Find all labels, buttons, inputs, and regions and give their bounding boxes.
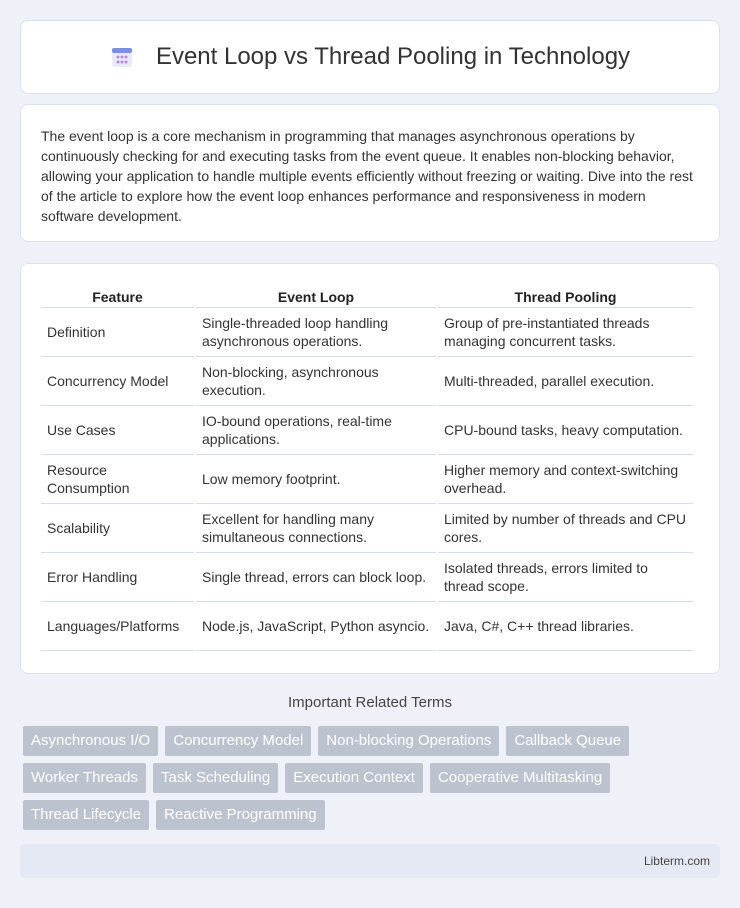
feature-cell: Error Handling	[41, 553, 194, 602]
feature-cell: Languages/Platforms	[41, 602, 194, 651]
event-loop-cell: Node.js, JavaScript, Python asyncio.	[196, 602, 436, 651]
related-term-tag[interactable]: Concurrency Model	[165, 726, 311, 756]
feature-cell: Use Cases	[41, 406, 194, 455]
thread-pooling-cell: Isolated threads, errors limited to thread scope.	[438, 553, 693, 602]
thread-pooling-cell: Multi-threaded, parallel execution.	[438, 357, 693, 406]
table-row	[41, 406, 693, 455]
header-feature: Feature	[41, 286, 194, 308]
event-loop-cell: Non-blocking, asynchronous execution.	[196, 357, 436, 406]
related-term-tag[interactable]: Reactive Programming	[156, 800, 325, 830]
related-terms-list	[23, 726, 723, 837]
event-loop-cell: Low memory footprint.	[196, 455, 436, 504]
related-term-tag[interactable]: Callback Queue	[506, 726, 629, 756]
footer	[20, 844, 720, 878]
intro-paragraph: The event loop is a core mechanism in programming that manages asynchronous operations by continuously checking for and executing tasks from the event queue. It enables non-blocking behavior, allowing your application to handle multiple events efficiently without freezing or waiting. Dive into the rest of the article to explore how the event loop enhances performance and responsiveness in modern software development.	[41, 128, 693, 224]
thread-pooling-cell: CPU-bound tasks, heavy computation.	[438, 406, 693, 455]
table-row	[41, 602, 693, 651]
related-term-tag[interactable]: Asynchronous I/O	[23, 726, 158, 756]
related-term-tag[interactable]: Thread Lifecycle	[23, 800, 149, 830]
header-event-loop: Event Loop	[196, 286, 436, 308]
comparison-table	[39, 286, 695, 651]
thread-pooling-cell: Higher memory and context-switching overhead.	[438, 455, 693, 504]
related-terms-title: Important Related Terms	[288, 694, 452, 711]
page-title: Event Loop vs Thread Pooling in Technology	[155, 43, 631, 70]
feature-cell: Concurrency Model	[41, 357, 194, 406]
event-loop-cell: Excellent for handling many simultaneous connections.	[196, 504, 436, 553]
table-row	[41, 504, 693, 553]
related-term-tag[interactable]: Task Scheduling	[153, 763, 278, 793]
table-row	[41, 357, 693, 406]
related-term-tag[interactable]: Worker Threads	[23, 763, 146, 793]
table-row	[41, 455, 693, 504]
header-thread-pooling: Thread Pooling	[438, 286, 693, 308]
intro-card	[20, 104, 720, 242]
event-loop-cell: IO-bound operations, real-time applications.	[196, 406, 436, 455]
table-header-row	[41, 286, 693, 308]
feature-cell: Resource Consumption	[41, 455, 194, 504]
event-loop-cell: Single thread, errors can block loop.	[196, 553, 436, 602]
feature-cell: Scalability	[41, 504, 194, 553]
calendar-icon	[110, 45, 134, 69]
event-loop-cell: Single-threaded loop handling asynchronous operations.	[196, 308, 436, 357]
comparison-card	[20, 263, 720, 674]
related-term-tag[interactable]: Cooperative Multitasking	[430, 763, 610, 793]
related-term-tag[interactable]: Execution Context	[285, 763, 423, 793]
related-term-tag[interactable]: Non-blocking Operations	[318, 726, 499, 756]
thread-pooling-cell: Group of pre-instantiated threads managing concurrent tasks.	[438, 308, 693, 357]
table-row	[41, 553, 693, 602]
table-row	[41, 308, 693, 357]
feature-cell: Definition	[41, 308, 194, 357]
thread-pooling-cell: Java, C#, C++ thread libraries.	[438, 602, 693, 651]
thread-pooling-cell: Limited by number of threads and CPU cores.	[438, 504, 693, 553]
footer-site-link[interactable]: Libterm.com	[643, 854, 710, 868]
title-card	[20, 20, 720, 94]
